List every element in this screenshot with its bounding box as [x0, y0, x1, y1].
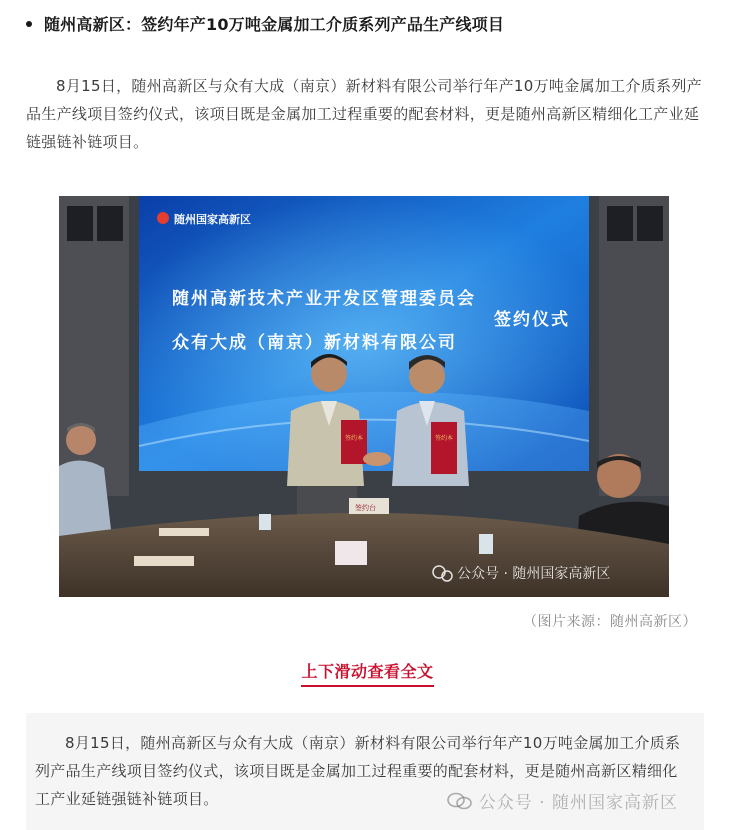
folder-label-right: 签约本	[435, 435, 454, 442]
scroll-to-read-link[interactable]	[0, 659, 735, 687]
scroll-link-label[interactable]: 上下滑动查看全文	[301, 659, 433, 687]
bullet-dot-icon	[26, 21, 32, 27]
image-caption: （图片来源：随州高新区）	[523, 614, 697, 630]
bottom-watermark-text: 公众号 · 随州国家高新区	[478, 793, 678, 813]
article-paragraph: 8月15日，随州高新区与众有大成（南京）新材料有限公司举行年产10万吨金属加工介质系列产品生产线项目签约仪式，该项目既是金属加工过程重要的配套材料，更是随州高新区精细化工产业延链强链补链项目。	[26, 77, 702, 151]
folder-label-left: 签约本	[345, 435, 364, 442]
wechat-icon	[447, 792, 473, 810]
photo-watermark-text: 公众号 · 随州国家高新区	[457, 566, 611, 582]
screen-logo-text: 随州国家高新区	[174, 213, 251, 226]
logo-mark-icon	[157, 212, 169, 224]
heading-text: 随州高新区：签约年产10万吨金属加工介质系列产品生产线项目	[44, 15, 505, 34]
bottom-watermark	[447, 788, 678, 813]
scroll-box-paragraph: 8月15日，随州高新区与众有大成（南京）新材料有限公司举行年产10万吨金属加工介质系列产品生产线项目签约仪式，该项目既是金属加工过程重要的配套材料，更是随州高新区精细化工产业延链强链补链项目。	[35, 734, 681, 808]
signing-ceremony-photo	[59, 196, 669, 597]
screen-line2: 众有大成（南京）新材料有限公司	[172, 333, 457, 353]
screen-ceremony: 签约仪式	[494, 310, 570, 330]
scroll-text-box[interactable]	[26, 713, 704, 830]
screen-line1: 随州高新技术产业开发区管理委员会	[172, 289, 476, 309]
table-sign-text: 签约台	[355, 504, 376, 512]
section-heading	[26, 12, 716, 35]
